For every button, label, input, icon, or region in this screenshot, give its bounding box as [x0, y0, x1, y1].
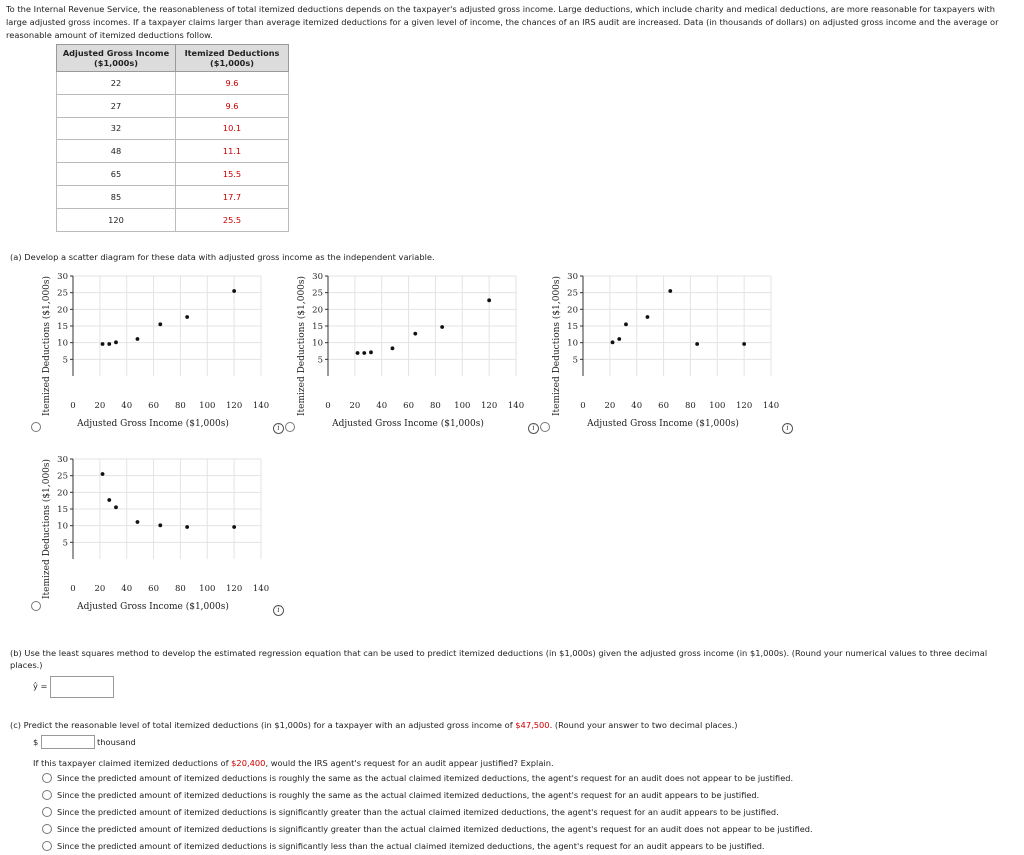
table-row: [57, 117, 289, 140]
deduction-cell: 10.1: [176, 117, 289, 140]
y-tick-label: 15: [57, 505, 68, 515]
data-point: [413, 332, 417, 336]
x-tick-label: 60: [403, 401, 414, 411]
part-c-question: [10, 719, 737, 731]
y-tick-label: 25: [312, 288, 323, 299]
data-point: [695, 342, 699, 346]
data-point: [617, 337, 621, 341]
y-tick-label: 25: [567, 288, 578, 299]
deduction-cell: 15.5: [176, 163, 289, 186]
data-point: [107, 342, 111, 346]
income-cell: 27: [57, 94, 176, 117]
x-tick-label: 40: [121, 401, 133, 411]
y-tick-label: 10: [567, 338, 578, 349]
data-point: [356, 351, 360, 355]
deduction-cell: 9.6: [176, 94, 289, 117]
data-point: [107, 498, 111, 502]
option-radio[interactable]: [42, 807, 52, 817]
y-tick-label: 15: [567, 322, 578, 332]
data-point: [487, 298, 491, 302]
y-tick-label: 25: [57, 288, 68, 299]
income-cell: 32: [57, 117, 176, 140]
option-radio[interactable]: [42, 790, 52, 800]
table-row: [57, 140, 289, 163]
audit-option-5[interactable]: [42, 840, 765, 852]
x-tick-label: 0: [70, 401, 76, 411]
income-cell: 85: [57, 185, 176, 208]
x-tick-label: 140: [507, 401, 525, 411]
deduction-cell: 25.5: [176, 208, 289, 231]
info-icon[interactable]: i: [273, 605, 284, 616]
x-tick-label: 80: [175, 401, 186, 411]
part-c-text-end: . (Round your answer to two decimal places.): [549, 720, 738, 730]
option-text: Since the predicted amount of itemized deductions is roughly the same as the actual claimed itemized deductions, the agent's request for an audit does not appear to be justified.: [57, 773, 794, 783]
y-tick-label: 30: [57, 455, 68, 465]
option-radio[interactable]: [42, 824, 52, 834]
y-axis-label: Itemized Deductions ($1,000s): [42, 275, 52, 417]
thousand-label: thousand: [97, 737, 136, 747]
x-tick-label: 40: [631, 401, 643, 411]
y-tick-label: 5: [572, 355, 578, 366]
data-point: [742, 342, 746, 346]
audit-option-1[interactable]: [42, 772, 793, 784]
data-point: [101, 342, 105, 346]
y-tick-label: 5: [62, 355, 68, 366]
option-text: Since the predicted amount of itemized deductions is significantly less than the actual claimed itemized deductions, the agent's request for an audit appears to be justified.: [57, 841, 765, 851]
x-tick-label: 20: [349, 401, 361, 411]
data-point: [158, 322, 162, 326]
y-tick-label: 25: [57, 471, 68, 482]
option-radio[interactable]: [42, 773, 52, 783]
y-tick-label: 5: [62, 538, 68, 549]
income-cell: 120: [57, 208, 176, 231]
option-text: Since the predicted amount of itemized deductions is significantly greater than the actual claimed itemized deductions, the agent's request for an audit appears to be justified.: [57, 807, 779, 817]
x-tick-label: 120: [226, 584, 243, 594]
data-point: [440, 325, 444, 329]
x-axis-label: Adjusted Gross Income ($1,000s): [587, 419, 739, 429]
prediction-input[interactable]: [41, 735, 95, 749]
table-header-income: Adjusted Gross Income ($1,000s): [57, 45, 176, 72]
regression-equation-input[interactable]: [50, 676, 114, 698]
data-point: [114, 505, 118, 509]
income-amount: $47,500: [515, 720, 550, 730]
y-tick-label: 20: [567, 305, 578, 316]
scatter-chart-option-2: [295, 268, 535, 433]
info-icon[interactable]: i: [782, 423, 793, 434]
x-tick-label: 20: [94, 584, 106, 594]
scatter-chart-option-3: [550, 268, 790, 433]
data-table: [56, 44, 289, 232]
scatter-chart-option-1: [40, 268, 280, 433]
option-radio[interactable]: [42, 841, 52, 851]
data-point: [668, 289, 672, 293]
deduction-cell: 9.6: [176, 72, 289, 95]
y-tick-label: 20: [57, 305, 68, 316]
x-tick-label: 20: [604, 401, 616, 411]
data-point: [136, 337, 140, 341]
x-axis-label: Adjusted Gross Income ($1,000s): [77, 419, 229, 429]
chart-option-3-radio[interactable]: [540, 422, 550, 432]
table-row: [57, 185, 289, 208]
data-point: [232, 289, 236, 293]
yhat-label: ŷ =: [33, 681, 48, 691]
y-tick-label: 10: [312, 338, 323, 349]
x-tick-label: 100: [199, 584, 216, 594]
x-tick-label: 0: [325, 401, 331, 411]
x-tick-label: 140: [762, 401, 780, 411]
info-icon[interactable]: i: [528, 423, 539, 434]
data-point: [185, 525, 189, 529]
problem-intro: To the Internal Revenue Service, the reasonableness of total itemized deductions depends on the taxpayer's adjusted gross income. Large deductions, which include charity and medical deductions, are more reasonable for taxpayers with large adjusted gross incomes. If a taxpayer claims larger than average itemized deductions for a given level of income, the chances of an IRS audit are increased. Data (in thousands of dollars) on adjusted gross income and the average or reasonable amount of itemized deductions follow.: [6, 4, 999, 40]
y-tick-label: 15: [57, 322, 68, 332]
option-text: Since the predicted amount of itemized deductions is roughly the same as the actual claimed itemized deductions, the agent's request for an audit appears to be justified.: [57, 790, 760, 800]
audit-question: [33, 757, 554, 769]
dollar-sign: $: [33, 737, 39, 747]
data-point: [391, 346, 395, 350]
x-tick-label: 120: [736, 401, 753, 411]
audit-text-end: , would the IRS agent's request for an audit appear justified? Explain.: [265, 758, 554, 768]
income-cell: 22: [57, 72, 176, 95]
x-tick-label: 40: [121, 584, 133, 594]
x-tick-label: 20: [94, 401, 106, 411]
y-tick-label: 30: [567, 272, 578, 282]
info-icon[interactable]: i: [273, 423, 284, 434]
y-tick-label: 20: [312, 305, 323, 316]
x-tick-label: 120: [226, 401, 243, 411]
income-cell: 48: [57, 140, 176, 163]
x-tick-label: 0: [70, 584, 76, 594]
y-tick-label: 20: [57, 488, 68, 499]
data-point: [136, 520, 140, 524]
option-text: Since the predicted amount of itemized deductions is significantly greater than the actual claimed itemized deductions, the agent's request for an audit does not appear to be justified.: [57, 824, 813, 834]
table-header-deductions: Itemized Deductions ($1,000s): [176, 45, 289, 72]
data-point: [611, 340, 615, 344]
deduction-cell: 11.1: [176, 140, 289, 163]
audit-option-4[interactable]: [42, 823, 813, 835]
data-point: [646, 315, 650, 319]
y-tick-label: 30: [57, 272, 68, 282]
data-point: [158, 523, 162, 527]
x-axis-label: Adjusted Gross Income ($1,000s): [332, 419, 484, 429]
x-tick-label: 100: [709, 401, 726, 411]
scatter-chart-option-4: [40, 451, 280, 616]
part-b-question: (b) Use the least squares method to develop the estimated regression equation that can be used to predict itemized deductions (in $1,000s) given the adjusted gross income (in $1,000s). (Round your numerical values to three decimal places.): [10, 648, 988, 670]
x-tick-label: 40: [376, 401, 388, 411]
table-row: [57, 94, 289, 117]
x-tick-label: 80: [685, 401, 696, 411]
data-point: [624, 322, 628, 326]
x-tick-label: 80: [430, 401, 441, 411]
x-tick-label: 140: [252, 401, 270, 411]
x-tick-label: 100: [199, 401, 216, 411]
x-tick-label: 0: [580, 401, 586, 411]
chart-option-1-radio[interactable]: [31, 422, 41, 432]
part-c-text: (c) Predict the reasonable level of total itemized deductions (in $1,000s) for a taxpayer with an adjusted gross income of: [10, 720, 516, 730]
data-point: [114, 340, 118, 344]
y-tick-label: 10: [57, 521, 68, 532]
x-tick-label: 60: [658, 401, 669, 411]
x-tick-label: 100: [454, 401, 471, 411]
chart-option-4-radio[interactable]: [31, 601, 41, 611]
table-row: [57, 163, 289, 186]
claimed-amount: $20,400: [231, 758, 266, 768]
chart-option-2-radio[interactable]: [285, 422, 295, 432]
y-axis-label: Itemized Deductions ($1,000s): [297, 275, 307, 417]
y-axis-label: Itemized Deductions ($1,000s): [552, 275, 562, 417]
part-a-question: (a) Develop a scatter diagram for these data with adjusted gross income as the independent variable.: [10, 252, 435, 262]
table-row: [57, 72, 289, 95]
audit-option-3[interactable]: [42, 806, 779, 818]
data-point: [185, 315, 189, 319]
deduction-cell: 17.7: [176, 185, 289, 208]
y-tick-label: 15: [312, 322, 323, 332]
x-axis-label: Adjusted Gross Income ($1,000s): [77, 602, 229, 612]
x-tick-label: 120: [481, 401, 498, 411]
y-tick-label: 5: [317, 355, 323, 366]
y-axis-label: Itemized Deductions ($1,000s): [42, 458, 52, 600]
data-point: [369, 350, 373, 354]
audit-option-2[interactable]: [42, 789, 759, 801]
y-tick-label: 30: [312, 272, 323, 282]
data-point: [362, 351, 366, 355]
data-point: [101, 472, 105, 476]
x-tick-label: 60: [148, 401, 159, 411]
x-tick-label: 60: [148, 584, 159, 594]
data-point: [232, 525, 236, 529]
x-tick-label: 80: [175, 584, 186, 594]
table-row: [57, 208, 289, 231]
y-tick-label: 10: [57, 338, 68, 349]
x-tick-label: 140: [252, 584, 270, 594]
income-cell: 65: [57, 163, 176, 186]
audit-text: If this taxpayer claimed itemized deductions of: [33, 758, 232, 768]
